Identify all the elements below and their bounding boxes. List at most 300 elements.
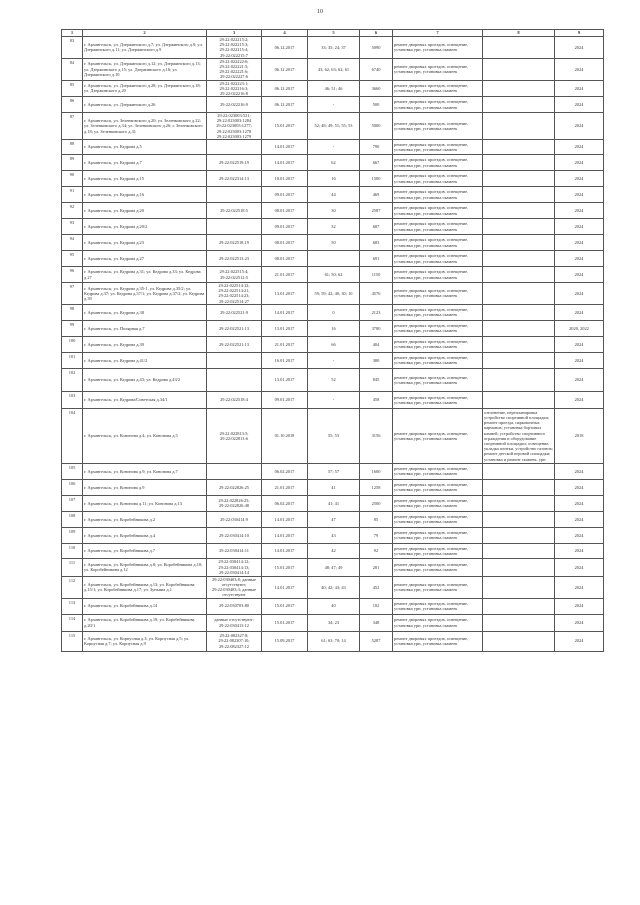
column-number: 9 <box>555 30 604 37</box>
address-cell: г. Архангельск, ул. Дзержинского д.26 <box>83 97 207 113</box>
table-row <box>62 495 604 511</box>
building-ids-cell: 0 <box>308 304 360 320</box>
address-cell: г. Архангельск, ул. Кедрова д.41/2 <box>83 352 207 368</box>
table-row <box>62 171 604 187</box>
date-cell: 08.01.2017 <box>262 235 308 251</box>
cadastral-cell: 29:22:022515:4; 29:22:022512:5 <box>207 267 262 283</box>
row-number: 105 <box>62 463 83 479</box>
building-ids-cell: 57; 57 <box>308 463 360 479</box>
additional-works-cell <box>483 58 555 80</box>
works-cell: ремонт дворовых проездов, освещение, установка урн, установка скамеек <box>393 235 483 251</box>
column-number: 4 <box>262 30 308 37</box>
date-cell: 06.12.2017 <box>262 80 308 97</box>
year-cell: 2024 <box>555 352 604 368</box>
cadastral-cell: 29:22:022215:2; 29:22:022215:3; 29:22:022215:4; 29:22:022215:7 <box>207 37 262 59</box>
table-row <box>62 598 604 614</box>
table-row <box>62 511 604 527</box>
address-cell: г. Архангельск, ул. Кедрова д.27 <box>83 251 207 267</box>
area-cell: 2500 <box>360 495 393 511</box>
table-row <box>62 155 604 171</box>
area-cell: 667 <box>360 155 393 171</box>
building-ids-cell: 55; 53 <box>308 408 360 463</box>
additional-works-cell <box>483 97 555 113</box>
area-cell: 85 <box>360 511 393 527</box>
address-cell: г. Архангельск, ул. Кононова д.11; ул. Кононова д.13 <box>83 495 207 511</box>
date-cell: 09.01.2017 <box>262 187 308 203</box>
year-cell: 2024 <box>555 251 604 267</box>
cadastral-cell: 29:22:022813:5; 29:22:022813:6 <box>207 408 262 463</box>
address-cell: г. Архангельск, ул. Коробейникова д.14 <box>83 598 207 614</box>
row-number: 109 <box>62 527 83 543</box>
year-cell: 2024 <box>555 37 604 59</box>
building-ids-cell: 41; 41 <box>308 495 360 511</box>
row-number: 113 <box>62 598 83 614</box>
table-row <box>62 80 604 97</box>
date-cell: 14.01.2017 <box>262 511 308 527</box>
table-row <box>62 408 604 463</box>
row-number: 114 <box>62 614 83 631</box>
cadastral-cell <box>207 368 262 391</box>
year-cell: 2024 <box>555 283 604 305</box>
cadastral-cell: 29:22:030703:80 <box>207 598 262 614</box>
works-cell: ремонт дворовых проездов, освещение, установка урн, установка скамеек <box>393 171 483 187</box>
improvement-table <box>61 29 604 652</box>
area-cell: 3780 <box>360 320 393 336</box>
year-cell: 2024 <box>555 203 604 219</box>
cadastral-cell: 29:22:022521:13 <box>207 336 262 352</box>
building-ids-cell: 52; 48; 49; 51; 55; 53 <box>308 113 360 140</box>
cadastral-cell <box>207 352 262 368</box>
row-number: 87 <box>62 113 83 140</box>
address-cell: г. Архангельск, ул. Коробейникова д.2 <box>83 511 207 527</box>
cadastral-cell: 29:22:082327:8; 29:22:082307:10; 29:22:082327:12 <box>207 631 262 651</box>
row-number: 96 <box>62 267 83 283</box>
address-cell: г. Архангельск, ул. Корпусная д.3; ул. Корпусная д.5; ул. Корпусная д.7; ул. Корпусная д.9 <box>83 631 207 651</box>
row-number: 92 <box>62 203 83 219</box>
year-cell: 2024 <box>555 463 604 479</box>
year-cell: 2024 <box>555 598 604 614</box>
date-cell: 21.01.2017 <box>262 479 308 495</box>
additional-works-cell <box>483 304 555 320</box>
area-cell: 1150 <box>360 267 393 283</box>
cadastral-cell: 29:22:022826:25; 29:22:022826:48 <box>207 495 262 511</box>
table-row <box>62 251 604 267</box>
additional-works-cell <box>483 527 555 543</box>
area-cell: 1258 <box>360 479 393 495</box>
works-cell: ремонт дворовых проездов, освещение, установка урн, установка скамеек <box>393 304 483 320</box>
table-row <box>62 267 604 283</box>
additional-works-cell <box>483 495 555 511</box>
row-number: 104 <box>62 408 83 463</box>
year-cell: 2024 <box>555 511 604 527</box>
building-ids-cell: 16 <box>308 320 360 336</box>
works-cell: ремонт дворовых проездов, освещение, установка урн, установка скамеек <box>393 598 483 614</box>
works-cell: ремонт дворовых проездов, освещение, установка урн, установка скамеек <box>393 495 483 511</box>
address-cell: г. Архангельск, ул. Кедрова/Советская д.34/1 <box>83 391 207 408</box>
additional-works-cell <box>483 219 555 235</box>
table-row <box>62 320 604 336</box>
area-cell: 102 <box>360 598 393 614</box>
table-row <box>62 283 604 305</box>
works-cell: ремонт дворовых проездов, освещение, установка урн, установка скамеек <box>393 203 483 219</box>
column-number: 3 <box>207 30 262 37</box>
address-cell: г. Архангельск, ул. Коробейникова д.13; ул. Коробейникова д.15/1; ул. Коробейникова д.17; ул. Зуньина д.1 <box>83 576 207 598</box>
address-cell: г. Архангельск, ул. Кедрова д.20/2 <box>83 219 207 235</box>
date-cell: 13.01.2017 <box>262 368 308 391</box>
column-number: 1 <box>62 30 83 37</box>
cadastral-cell: 29:22:030414:12; 29:22:030414:13; 29:22:030414:14 <box>207 558 262 576</box>
date-cell: 15.01.2017 <box>262 598 308 614</box>
address-cell: г. Архангельск, ул. Коробейникова д.19; ул. Коробейникова д.20/1 <box>83 614 207 631</box>
date-cell: 15.01.2017 <box>262 113 308 140</box>
area-cell: 2123 <box>360 304 393 320</box>
address-cell: г. Архангельск, ул. Кедрова д.5 <box>83 140 207 155</box>
row-number: 99 <box>62 320 83 336</box>
works-cell: ремонт дворовых проездов, освещение, установка урн, установка скамеек <box>393 97 483 113</box>
address-cell: г. Архангельск, ул. Кедрова д.20 <box>83 203 207 219</box>
additional-works-cell <box>483 336 555 352</box>
building-ids-cell: 48; 47; 49 <box>308 558 360 576</box>
building-ids-cell: - <box>308 140 360 155</box>
works-cell: ремонт дворовых проездов, освещение, установка урн, установка скамеек <box>393 58 483 80</box>
works-cell: ремонт дворовых проездов, освещение, установка урн, установка скамеек <box>393 391 483 408</box>
additional-works-cell <box>483 598 555 614</box>
area-cell: 687 <box>360 219 393 235</box>
building-ids-cell: 43; 62; 63; 62; 61 <box>308 58 360 80</box>
year-cell: 2024 <box>555 558 604 576</box>
row-number: 102 <box>62 368 83 391</box>
date-cell: 09.01.2017 <box>262 391 308 408</box>
building-ids-cell: 41 <box>308 479 360 495</box>
area-cell: 790 <box>360 140 393 155</box>
works-cell: ремонт дворовых проездов, освещение, установка урн, установка скамеек <box>393 80 483 97</box>
works-cell: ремонт дворовых проездов, освещение, установка урн, установка скамеек <box>393 614 483 631</box>
year-cell: 2024 <box>555 336 604 352</box>
table-row <box>62 97 604 113</box>
cadastral-cell: 29:22:022826:25 <box>207 479 262 495</box>
cadastral-cell: 29:22:022216:9 <box>207 97 262 113</box>
works-cell: ремонт дворовых проездов, освещение, установка урн, установка скамеек <box>393 368 483 391</box>
address-cell: г. Архангельск, ул. Полярная д.7 <box>83 320 207 336</box>
building-ids-cell: 52 <box>308 368 360 391</box>
building-ids-cell: 59; 59; 42; 40; 30; 10 <box>308 283 360 305</box>
year-cell: 2024 <box>555 631 604 651</box>
year-cell: 2024 <box>555 58 604 80</box>
row-number: 91 <box>62 187 83 203</box>
date-cell: 16.01.2017 <box>262 352 308 368</box>
building-ids-cell: 40 <box>308 598 360 614</box>
additional-works-cell <box>483 479 555 495</box>
additional-works-cell <box>483 631 555 651</box>
cadastral-cell: 29:22:030414:11 <box>207 543 262 558</box>
row-number: 108 <box>62 511 83 527</box>
cadastral-cell <box>207 187 262 203</box>
table-row <box>62 614 604 631</box>
cadastral-cell: 29:22:030414:9 <box>207 511 262 527</box>
date-cell: 21.01.2017 <box>262 267 308 283</box>
cadastral-cell: 29:22:022222:6; 29:22:022221:5; 29:22:022221:6; 29:22:022227:6 <box>207 58 262 80</box>
area-cell: 452 <box>360 576 393 598</box>
table-row <box>62 631 604 651</box>
address-cell: г. Архангельск, ул. Кедрова д.7 <box>83 155 207 171</box>
cadastral-cell: 29:22:022521:9 <box>207 304 262 320</box>
row-number: 112 <box>62 576 83 598</box>
year-cell: 2024 <box>555 171 604 187</box>
area-cell: 79 <box>360 527 393 543</box>
year-cell: 2024 <box>555 97 604 113</box>
additional-works-cell: озеленение, перепланировка устройство спортивной площадки; ремонт проезда, парковочных карманов; установка бортовых камней; устройство спортивного ограждения и оборудование спортивной площадки; освещение, укладка плитки, устройство газонов; ремонт детской игровой площадки; установка и ремонт скамеек, урн <box>484 409 553 462</box>
year-cell: 2024 <box>555 543 604 558</box>
date-cell: 21.01.2017 <box>262 336 308 352</box>
row-number: 106 <box>62 479 83 495</box>
year-cell: 2024 <box>555 140 604 155</box>
cadastral-cell: данные отсутствуют; 29:22:030413:12 <box>207 614 262 631</box>
building-ids-cell: 40; 42; 43; 43 <box>308 576 360 598</box>
row-number: 93 <box>62 219 83 235</box>
works-cell: ремонт дворовых проездов, освещение, установка урн, установка скамеек <box>393 283 483 305</box>
area-cell: 5287 <box>360 631 393 651</box>
column-number: 6 <box>360 30 393 37</box>
additional-works-cell <box>483 352 555 368</box>
date-cell: 08.01.2017 <box>262 203 308 219</box>
works-cell: ремонт дворовых проездов, освещение, установка урн, установка скамеек <box>393 251 483 267</box>
year-cell: 2018 <box>555 408 604 463</box>
works-cell: ремонт дворовых проездов, освещение, установка урн, установка скамеек <box>393 155 483 171</box>
address-cell: г. Архангельск, ул. Кедрова д.43; ул. Кедрова д.43/2 <box>83 368 207 391</box>
area-cell: 1500 <box>360 171 393 187</box>
building-ids-cell: 16 <box>308 171 360 187</box>
works-cell: ремонт дворовых проездов, освещение, установка урн, установка скамеек <box>393 219 483 235</box>
year-cell: 2024 <box>555 576 604 598</box>
cadastral-cell <box>207 219 262 235</box>
works-cell: ремонт дворовых проездов, освещение, установка урн, установка скамеек <box>393 320 483 336</box>
additional-works-cell <box>483 80 555 97</box>
additional-works-cell <box>483 368 555 391</box>
area-cell: 691 <box>360 251 393 267</box>
area-cell: 2587 <box>360 203 393 219</box>
area-cell: 3156 <box>360 408 393 463</box>
address-cell: г. Архангельск, ул. Кононова д.9 <box>83 479 207 495</box>
table-row <box>62 463 604 479</box>
additional-works-cell <box>483 283 555 305</box>
row-number: 103 <box>62 391 83 408</box>
additional-works-cell <box>483 140 555 155</box>
year-cell: 2024 <box>555 614 604 631</box>
column-number-row <box>62 30 604 37</box>
additional-works-cell <box>483 614 555 631</box>
date-cell: 13.01.2017 <box>262 320 308 336</box>
year-cell: 2024 <box>555 368 604 391</box>
date-cell: 13.01.2017 <box>262 283 308 305</box>
building-ids-cell: - <box>308 391 360 408</box>
address-cell: г. Архангельск, ул. Коробейникова д.4 <box>83 527 207 543</box>
works-cell: ремонт дворовых проездов, освещение, установка урн, установка скамеек <box>393 527 483 543</box>
table-row <box>62 543 604 558</box>
table-row <box>62 391 604 408</box>
works-cell: ремонт дворовых проездов, освещение, установка урн, установка скамеек <box>393 543 483 558</box>
works-cell: ремонт дворовых проездов, освещение, установка урн, установка скамеек <box>393 336 483 352</box>
building-ids-cell: 50 <box>308 235 360 251</box>
address-cell: г. Архангельск, ул. Коробейникова д.8; ул. Коробейникова д.10; ул. Коробейникова д.12 <box>83 558 207 576</box>
cadastral-cell <box>207 463 262 479</box>
address-cell: г. Архангельск, ул. Дзержинского д.12; ул. Дзержинского д.13; ул. Дзержинского д.15; ул. Дзержинского д.16; ул. Дзержинского д.10 <box>83 58 207 80</box>
year-cell: 2020, 2022 <box>555 320 604 336</box>
year-cell: 2024 <box>555 113 604 140</box>
address-cell: г. Архангельск, ул. Кедрова д.31; ул. Кедрова д.33; ул. Кедрова д.27 <box>83 267 207 283</box>
additional-works-cell <box>483 235 555 251</box>
date-cell: 15.09.2017 <box>262 631 308 651</box>
additional-works-cell <box>483 391 555 408</box>
additional-works-cell <box>483 267 555 283</box>
area-cell: 1600 <box>360 463 393 479</box>
additional-works-cell <box>483 155 555 171</box>
date-cell: 06.02.2017 <box>262 463 308 479</box>
table-row <box>62 140 604 155</box>
building-ids-cell: 44 <box>308 187 360 203</box>
works-cell: ремонт дворовых проездов, освещение, установка урн, установка скамеек <box>393 408 483 463</box>
row-number: 90 <box>62 171 83 187</box>
cadastral-cell: 29:22:030414:10 <box>207 527 262 543</box>
building-ids-cell: 62 <box>308 155 360 171</box>
table-row <box>62 479 604 495</box>
building-ids-cell: - <box>308 352 360 368</box>
works-cell: ремонт дворовых проездов, освещение, установка урн, установка скамеек <box>393 558 483 576</box>
row-number: 86 <box>62 97 83 113</box>
date-cell: 06.02.2017 <box>262 495 308 511</box>
date-cell: 06.12.2017 <box>262 37 308 59</box>
date-cell: 06.12.2017 <box>262 97 308 113</box>
row-number: 89 <box>62 155 83 171</box>
building-ids-cell: - <box>308 97 360 113</box>
row-number: 98 <box>62 304 83 320</box>
date-cell: 01.10.2018 <box>262 408 308 463</box>
area-cell: 4576 <box>360 283 393 305</box>
date-cell: 06.12.2017 <box>262 58 308 80</box>
address-cell: г. Архангельск, ул. Кононова д.4; ул. Кононова д.5 <box>83 408 207 463</box>
area-cell: 500 <box>360 97 393 113</box>
area-cell: 683 <box>360 235 393 251</box>
table-row <box>62 352 604 368</box>
works-cell: ремонт дворовых проездов, освещение, установка урн, установка скамеек <box>393 140 483 155</box>
address-cell: г. Архангельск, ул. Коробейникова д.7 <box>83 543 207 558</box>
area-cell: 281 <box>360 558 393 576</box>
works-cell: ремонт дворовых проездов, освещение, установка урн, установка скамеек <box>393 576 483 598</box>
table-row <box>62 203 604 219</box>
row-number: 84 <box>62 58 83 80</box>
additional-works-cell <box>483 37 555 59</box>
building-ids-cell: 61; 63; 70; 14 <box>308 631 360 651</box>
area-cell: 458 <box>360 391 393 408</box>
cadastral-cell: 29:22:022223:1; 29:22:022216:3; 29:22:022216:8 <box>207 80 262 97</box>
address-cell: г. Архангельск, ул. Дзержинского д.7; ул. Дзержинского д.9; ул. Дзержинского д.11; ул. Дзержинского д.9 <box>83 37 207 59</box>
cadastral-cell: 29:22:022518:19 <box>207 235 262 251</box>
address-cell: г. Архангельск, ул. Кедрова д.23 <box>83 235 207 251</box>
cadastral-cell <box>207 140 262 155</box>
row-number: 83 <box>62 37 83 59</box>
building-ids-cell: 33; 35; 24; 37 <box>308 37 360 59</box>
building-ids-cell: 30 <box>308 203 360 219</box>
table-row <box>62 187 604 203</box>
works-cell: ремонт дворовых проездов, освещение, установка урн, установка скамеек <box>393 113 483 140</box>
building-ids-cell: 61; 50; 62 <box>308 267 360 283</box>
additional-works-cell <box>483 511 555 527</box>
additional-works-cell <box>483 543 555 558</box>
cadastral-cell: 29:22:022518:4 <box>207 391 262 408</box>
table-row <box>62 527 604 543</box>
row-number: 95 <box>62 251 83 267</box>
works-cell: ремонт дворовых проездов, освещение, установка урн, установка скамеек <box>393 511 483 527</box>
address-cell: г. Архангельск, ул. Кедрова д.16 <box>83 187 207 203</box>
date-cell: 15.01.2017 <box>262 558 308 576</box>
additional-works-cell <box>483 203 555 219</box>
year-cell: 2024 <box>555 304 604 320</box>
table-body <box>62 30 604 652</box>
row-number: 94 <box>62 235 83 251</box>
year-cell: 2024 <box>555 187 604 203</box>
cadastral-cell: 29:22:022518:5 <box>207 203 262 219</box>
area-cell: 845 <box>360 368 393 391</box>
table-row <box>62 113 604 140</box>
row-number: 111 <box>62 558 83 576</box>
year-cell: 2024 <box>555 235 604 251</box>
column-number: 2 <box>83 30 207 37</box>
area-cell: 5000 <box>360 113 393 140</box>
works-cell: ремонт дворовых проездов, освещение, установка урн, установка скамеек <box>393 631 483 651</box>
additional-works-cell <box>483 576 555 598</box>
row-number: 85 <box>62 80 83 97</box>
building-ids-cell: 32 <box>308 219 360 235</box>
table-row <box>62 368 604 391</box>
address-cell: г. Архангельск, ул. Кедрова д.39 <box>83 336 207 352</box>
year-cell: 2024 <box>555 155 604 171</box>
date-cell: 15.01.2017 <box>262 614 308 631</box>
date-cell: 14.01.2017 <box>262 543 308 558</box>
table-row <box>62 37 604 59</box>
year-cell: 2024 <box>555 495 604 511</box>
year-cell: 2024 <box>555 219 604 235</box>
area-cell: 6740 <box>360 58 393 80</box>
row-number: 107 <box>62 495 83 511</box>
works-cell: ремонт дворовых проездов, освещение, установка урн, установка скамеек <box>393 37 483 59</box>
building-ids-cell: 43 <box>308 527 360 543</box>
address-cell: г. Архангельск, ул. Кедрова д.38 <box>83 304 207 320</box>
year-cell: 2024 <box>555 80 604 97</box>
year-cell: 2024 <box>555 479 604 495</box>
year-cell: 2024 <box>555 391 604 408</box>
building-ids-cell: 34; 23 <box>308 614 360 631</box>
cadastral-cell: 29:22:022513:23 <box>207 251 262 267</box>
building-ids-cell: 47 <box>308 511 360 527</box>
cadastral-cell: 29:22:022519:19 <box>207 155 262 171</box>
address-cell: г. Архангельск, ул. Кедрова д.35-1, ул. Кедрова д.35/2; ул. Кедрова д.37; ул. Кедрова д.37/1; ул. Кедрова д.37/2; ул. Кедрова д.39 <box>83 283 207 305</box>
table-row <box>62 235 604 251</box>
row-number: 97 <box>62 283 83 305</box>
area-cell: 92 <box>360 543 393 558</box>
table-row <box>62 58 604 80</box>
building-ids-cell: 66 <box>308 336 360 352</box>
area-cell: 5090 <box>360 37 393 59</box>
table-row <box>62 558 604 576</box>
address-cell: г. Архангельск, ул. Зеленковского д.20; ул. Зеленковского д.22; ул. Зеленковского д.34; ул. Зеленковского д.26; г. Зеленковского д.18; ул. Зеленковского д.31 <box>83 113 207 140</box>
additional-works-cell <box>483 171 555 187</box>
building-ids-cell: 46; 51; 46 <box>308 80 360 97</box>
row-number: 115 <box>62 631 83 651</box>
area-cell: 380 <box>360 352 393 368</box>
column-number: 7 <box>393 30 483 37</box>
column-number: 8 <box>483 30 555 37</box>
works-cell: ремонт дворовых проездов, освещение, установка урн, установка скамеек <box>393 352 483 368</box>
building-ids-cell: 42 <box>308 543 360 558</box>
